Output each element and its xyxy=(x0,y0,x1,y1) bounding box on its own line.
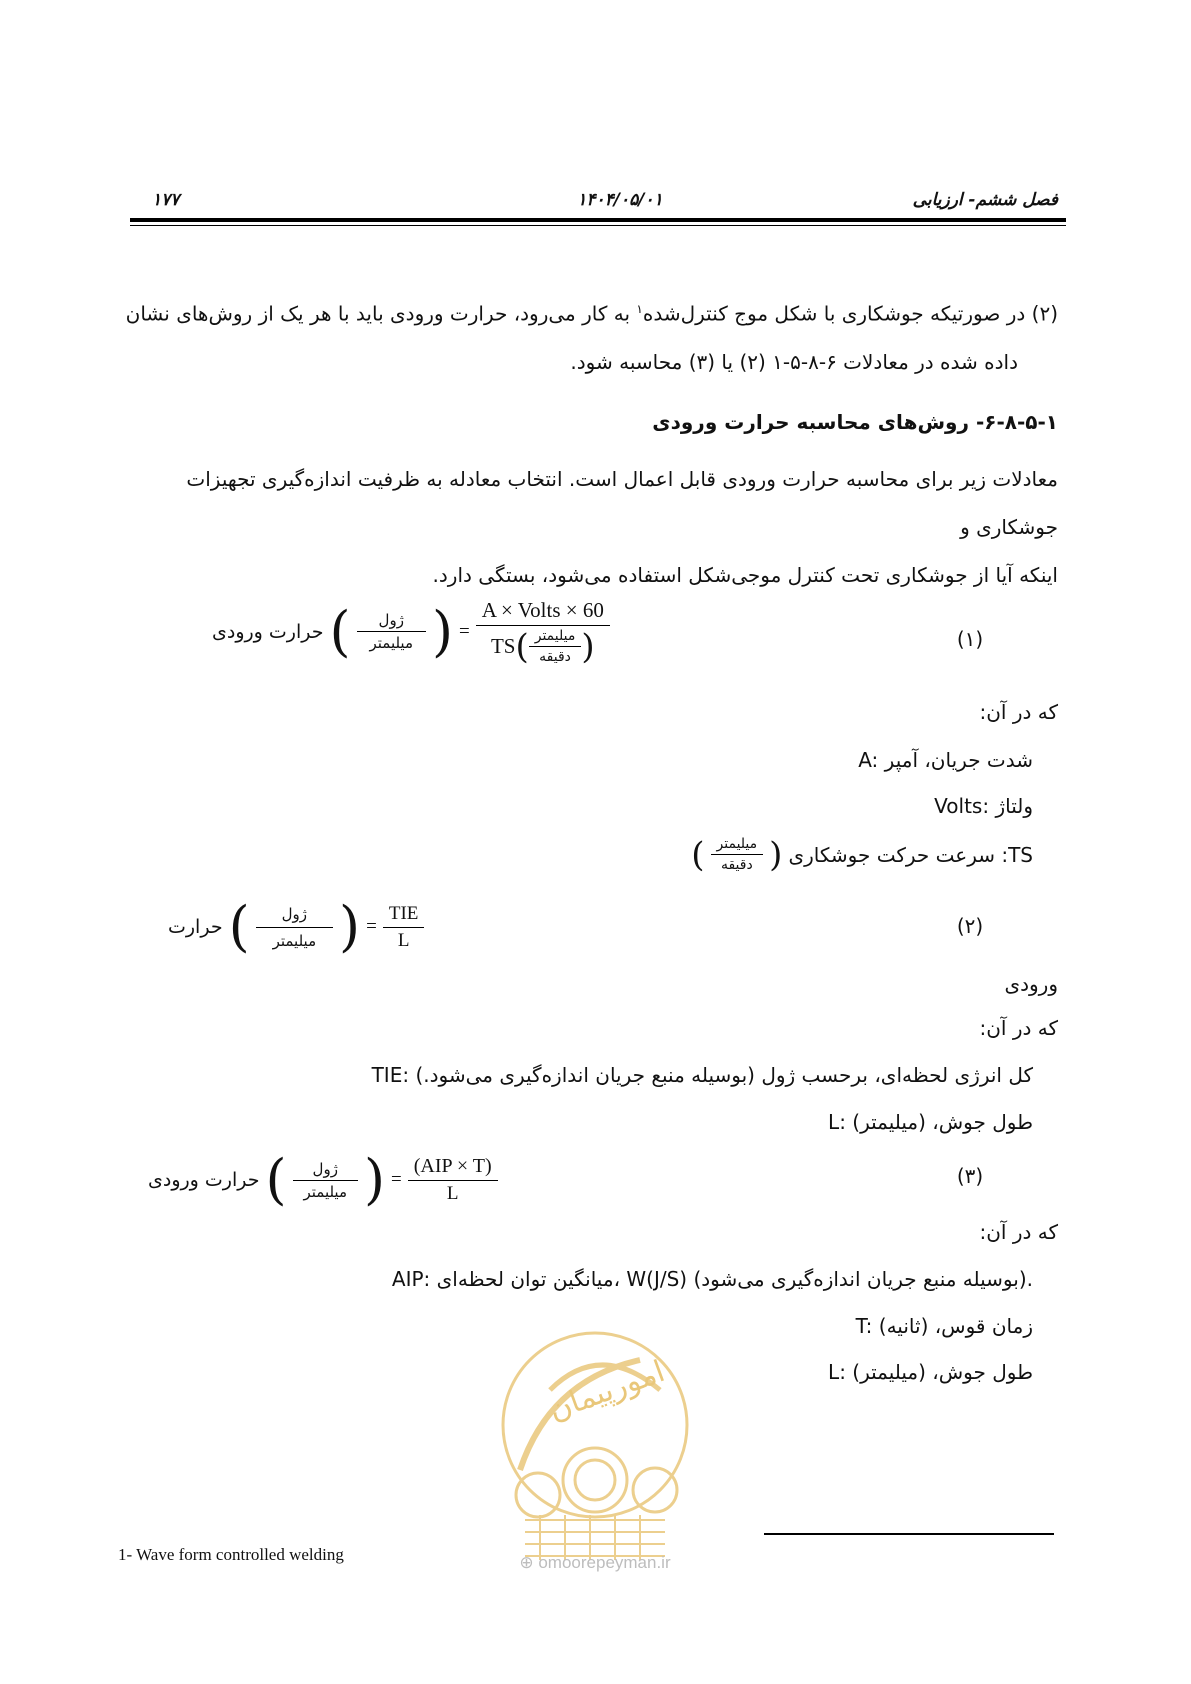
body-paragraph xyxy=(108,455,1058,599)
equation-1: حرارت ورودی ( $\frac{\text{ژول}}{\text{میلیمتر}}$ ) = A × Volts × 60 TS ( $\frac{\text{میلیمتر}}{\text{دقیقه}}$ ) xyxy=(212,598,610,665)
eq2-def-l: L: طول جوش، (میلیمتر) xyxy=(828,1110,1033,1134)
section-title: روش‌های محاسبه حرارت ورودی xyxy=(652,410,969,434)
equation-3: حرارت ورودی ( $\frac{\text{ژول}}{\text{میلیمتر}}$ ) = $\frac{\text{(AIP × T)}}{L}$ xyxy=(148,1153,498,1207)
page-number: ۱۷۷ xyxy=(152,190,180,209)
section-number: ۶-۸-۵-۱- xyxy=(975,410,1058,434)
eq3-unit: $\frac{\text{ژول}}{\text{میلیمتر}}$ xyxy=(293,1160,358,1201)
footnote: 1- Wave form controlled welding xyxy=(118,1545,344,1564)
eq1-where: که در آن: xyxy=(979,700,1058,724)
intro-line-1: (۲) در صورتیکه جوشکاری با شکل موج کنترل‌شده$^۱$ به کار می‌رود، حرارت ورودی باید با هر یک از روش‌های نشان xyxy=(125,301,1058,326)
header-rule-thick xyxy=(130,218,1066,222)
eq2-label-cont: ورودی xyxy=(1004,972,1058,996)
eq1-number: (۱) xyxy=(956,627,984,651)
eq3-number: (۳) xyxy=(956,1164,984,1188)
equation-2: حرارت ( $\frac{\text{ژول}}{\text{میلیمتر}}$ ) = $\frac{\text{TIE}}{L}$ xyxy=(168,900,424,954)
body-line-1: معادلات زیر برای محاسبه حرارت ورودی قابل اعمال است. انتخاب معادله به ظرفیت اندازه‌گیری تجهیزات جوشکاری و xyxy=(186,467,1058,539)
footnote-rule xyxy=(764,1533,1054,1535)
eq1-def-a: A: شدت جریان، آمپر xyxy=(858,748,1033,772)
footnote-ref: ۱ xyxy=(636,302,643,316)
watermark-logo xyxy=(490,1320,710,1580)
eq1-def-ts: TS: سرعت حرکت جوشکاری ( $\frac{\text{میلیمتر}}{\text{دقیقه}}$ ) xyxy=(691,834,1033,875)
eq2-label: حرارت xyxy=(168,916,223,938)
eq3-def-l: L: طول جوش، (میلیمتر) xyxy=(828,1360,1033,1384)
watermark-url: ⊕ omoorepeyman.ir xyxy=(519,1553,671,1572)
body-line-2: اینکه آیا از جوشکاری تحت کنترل موجی‌شکل استفاده می‌شود، بستگی دارد. xyxy=(432,563,1058,587)
eq3-where: که در آن: xyxy=(979,1220,1058,1244)
eq2-unit: $\frac{\text{ژول}}{\text{میلیمتر}}$ xyxy=(256,905,333,950)
eq2-where: که در آن: xyxy=(979,1016,1058,1040)
eq1-fraction: A × Volts × 60 TS ( $\frac{\text{میلیمتر}}{\text{دقیقه}}$ ) xyxy=(476,598,610,665)
eq2-number: (۲) xyxy=(956,914,984,938)
section-heading xyxy=(652,410,1058,434)
eq1-unit: $\frac{\text{ژول}}{\text{میلیمتر}}$ xyxy=(357,611,426,652)
eq2-def-tie: TIE: کل انرژی لحظه‌ای، برحسب ژول (بوسیله منبع جریان اندازه‌گیری می‌شود.) xyxy=(371,1063,1033,1087)
chapter-title: فصل ششم- ارزیابی xyxy=(912,190,1058,210)
intro-line-2: داده شده در معادلات ۶-۸-۵-۱ (۲) یا (۳) محاسبه شود. xyxy=(570,349,1018,374)
watermark-logo-text: امورپیمان xyxy=(544,1354,670,1429)
globe-icon: ⊕ xyxy=(519,1553,534,1572)
eq1-label: حرارت ورودی xyxy=(212,620,324,643)
eq1-def-volts: Volts: ولتاژ xyxy=(934,794,1033,818)
eq2-fraction: $\frac{\text{TIE}}{L}$ xyxy=(383,903,425,952)
eq3-label: حرارت ورودی xyxy=(148,1169,260,1191)
header-rule-thin xyxy=(130,225,1066,226)
eq3-fraction: $\frac{\text{(AIP × T)}}{L}$ xyxy=(408,1155,498,1205)
eq3-def-aip: AIP: میانگین توان لحظه‌ای، W(J/S) (بوسیله منبع جریان اندازه‌گیری می‌شود). xyxy=(391,1267,1033,1291)
eq3-def-t: T: زمان قوس، (ثانیه) xyxy=(855,1314,1033,1338)
header-date: ۱۴۰۴/۰۵/۰۱ xyxy=(577,190,663,210)
intro-paragraph xyxy=(118,285,1058,386)
